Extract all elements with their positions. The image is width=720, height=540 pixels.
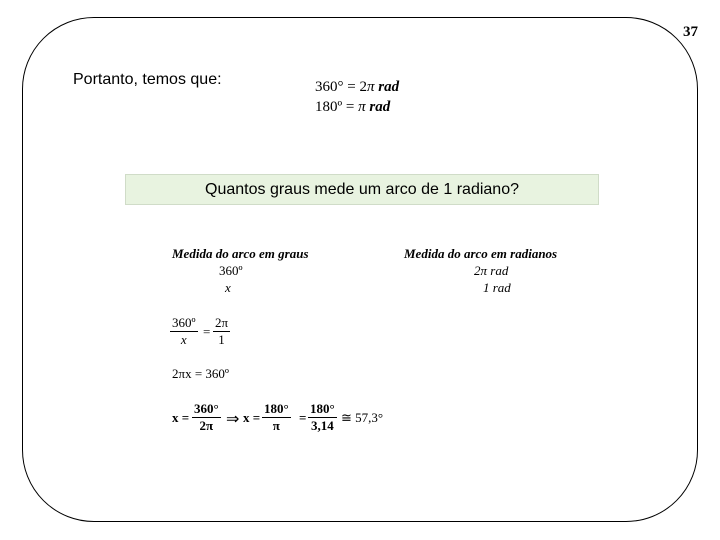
equation-1-pi: π bbox=[366, 79, 375, 95]
solution-f1-denominator: 2π bbox=[199, 418, 214, 433]
question-box bbox=[125, 174, 599, 205]
proportion-f1-numerator: 360º bbox=[172, 315, 196, 330]
col-header-degrees: Medida do arco em graus bbox=[172, 246, 309, 261]
equation-1-unit: rad bbox=[378, 79, 400, 95]
product-equation: 2πx = 360º bbox=[172, 366, 229, 381]
degrees-row-2: x bbox=[225, 280, 231, 295]
solution-x-equals: x = bbox=[172, 410, 190, 425]
col-header-radians: Medida do arco em radianos bbox=[404, 246, 558, 261]
solution-f2-numerator: 180° bbox=[264, 401, 289, 416]
solution-x-equals-2: x = bbox=[243, 410, 261, 425]
equation-2-pi: π bbox=[358, 99, 366, 115]
solution-f2-denominator: π bbox=[272, 418, 280, 433]
solution-result: ≅ 57,3° bbox=[341, 410, 384, 425]
equation-2-unit: rad bbox=[369, 99, 391, 115]
implies-arrow: ⇒ bbox=[226, 411, 240, 428]
proportion-fraction-1 bbox=[170, 315, 198, 348]
proportion-equals: = bbox=[203, 324, 211, 339]
degrees-row-1: 360º bbox=[219, 263, 243, 278]
intro-text: Portanto, temos que: bbox=[73, 71, 222, 88]
solution-f1-numerator: 360° bbox=[194, 401, 219, 416]
solution-fraction-1 bbox=[192, 401, 221, 434]
equation-1-lhs: 360° = 2 bbox=[315, 79, 367, 95]
proportion-fraction-2 bbox=[213, 315, 230, 348]
solution-equals: = bbox=[299, 410, 307, 425]
proportion-f1-denominator: x bbox=[180, 332, 187, 347]
question-text: Quantos graus mede um arco de 1 radiano? bbox=[205, 180, 519, 198]
equation-2-lhs: 180º = bbox=[315, 99, 359, 115]
proportion-f2-numerator: 2π bbox=[215, 315, 229, 330]
solution-f3-denominator: 3,14 bbox=[310, 418, 334, 433]
solution-f3-numerator: 180° bbox=[310, 401, 335, 416]
page-number: 37 bbox=[683, 24, 698, 40]
equation-line-1 bbox=[315, 79, 399, 96]
equation-line-2 bbox=[315, 99, 390, 116]
radians-row-1: 2π rad bbox=[474, 263, 509, 278]
radians-row-2: 1 rad bbox=[483, 280, 511, 295]
solution-fraction-2 bbox=[262, 401, 291, 434]
proportion-f2-denominator: 1 bbox=[218, 332, 225, 347]
solution-fraction-3 bbox=[308, 401, 337, 434]
